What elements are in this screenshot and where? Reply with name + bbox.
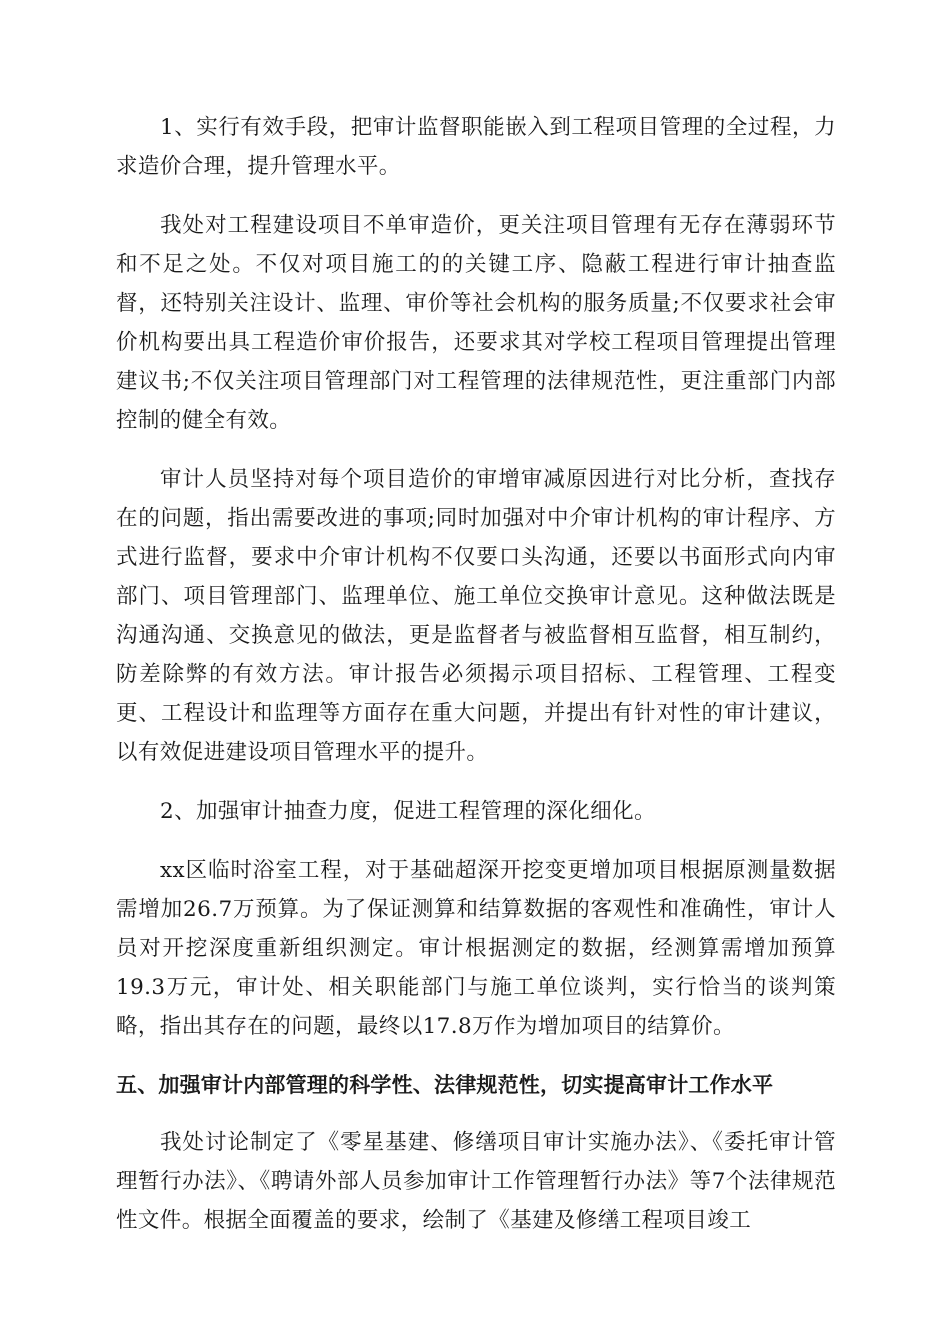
document-body (116, 108, 836, 1260)
paragraph-project-management: 我处对工程建设项目不单审造价，更关注项目管理有无存在薄弱环节和不足之处。不仅对项目施工的的关键工序、隐蔽工程进行审计抽查监督，还特别关注设计、监理、审价等社会机构的服务质量;不仅要求社会审价机构要出具工程造价审价报告，还要求其对学校工程项目管理提出管理建议书;不仅关注项目管理部门对工程管理的法律规范性，更注重部门内部控制的健全有效。 (116, 213, 836, 433)
paragraph-item-1: 1、实行有效手段，把审计监督职能嵌入到工程项目管理的全过程，力求造价合理，提升管理水平。 (116, 115, 836, 179)
section-heading-five: 五、加强审计内部管理的科学性、法律规范性，切实提高审计工作水平 (116, 1073, 774, 1097)
paragraph-audit-staff: 审计人员坚持对每个项目造价的审增审减原因进行对比分析，查找存在的问题，指出需要改进的事项;同时加强对中介审计机构的审计程序、方式进行监督，要求中介审计机构不仅要口头沟通，还要以书面形式向内审部门、项目管理部门、监理单位、施工单位交换审计意见。这种做法既是沟通沟通、交换意见的做法，更是监督者与被监督相互监督，相互制约，防差除弊的有效方法。审计报告必须揭示项目招标、工程管理、工程变更、工程设计和监理等方面存在重大问题，并提出有针对性的审计建议，以有效促进建设项目管理水平的提升。 (116, 467, 836, 765)
paragraph-regulations: 我处讨论制定了《零星基建、修缮项目审计实施办法》、《委托审计管理暂行办法》、《聘请外部人员参加审计工作管理暂行办法》等7个法律规范性文件。根据全面覆盖的要求，绘制了《基建及修缮工程项目竣工 (116, 1130, 836, 1233)
paragraph-item-2: 2、加强审计抽查力度，促进工程管理的深化细化。 (160, 799, 656, 824)
paragraph-bathroom-project: xx区临时浴室工程，对于基础超深开挖变更增加项目根据原测量数据需增加26.7万预算。为了保证测算和结算数据的客观性和准确性，审计人员对开挖深度重新组织测定。审计根据测定的数据，经测算需增加预算19.3万元，审计处、相关职能部门与施工单位谈判，实行恰当的谈判策略，指出其存在的问题，最终以17.8万作为增加项目的结算价。 (116, 858, 836, 1039)
